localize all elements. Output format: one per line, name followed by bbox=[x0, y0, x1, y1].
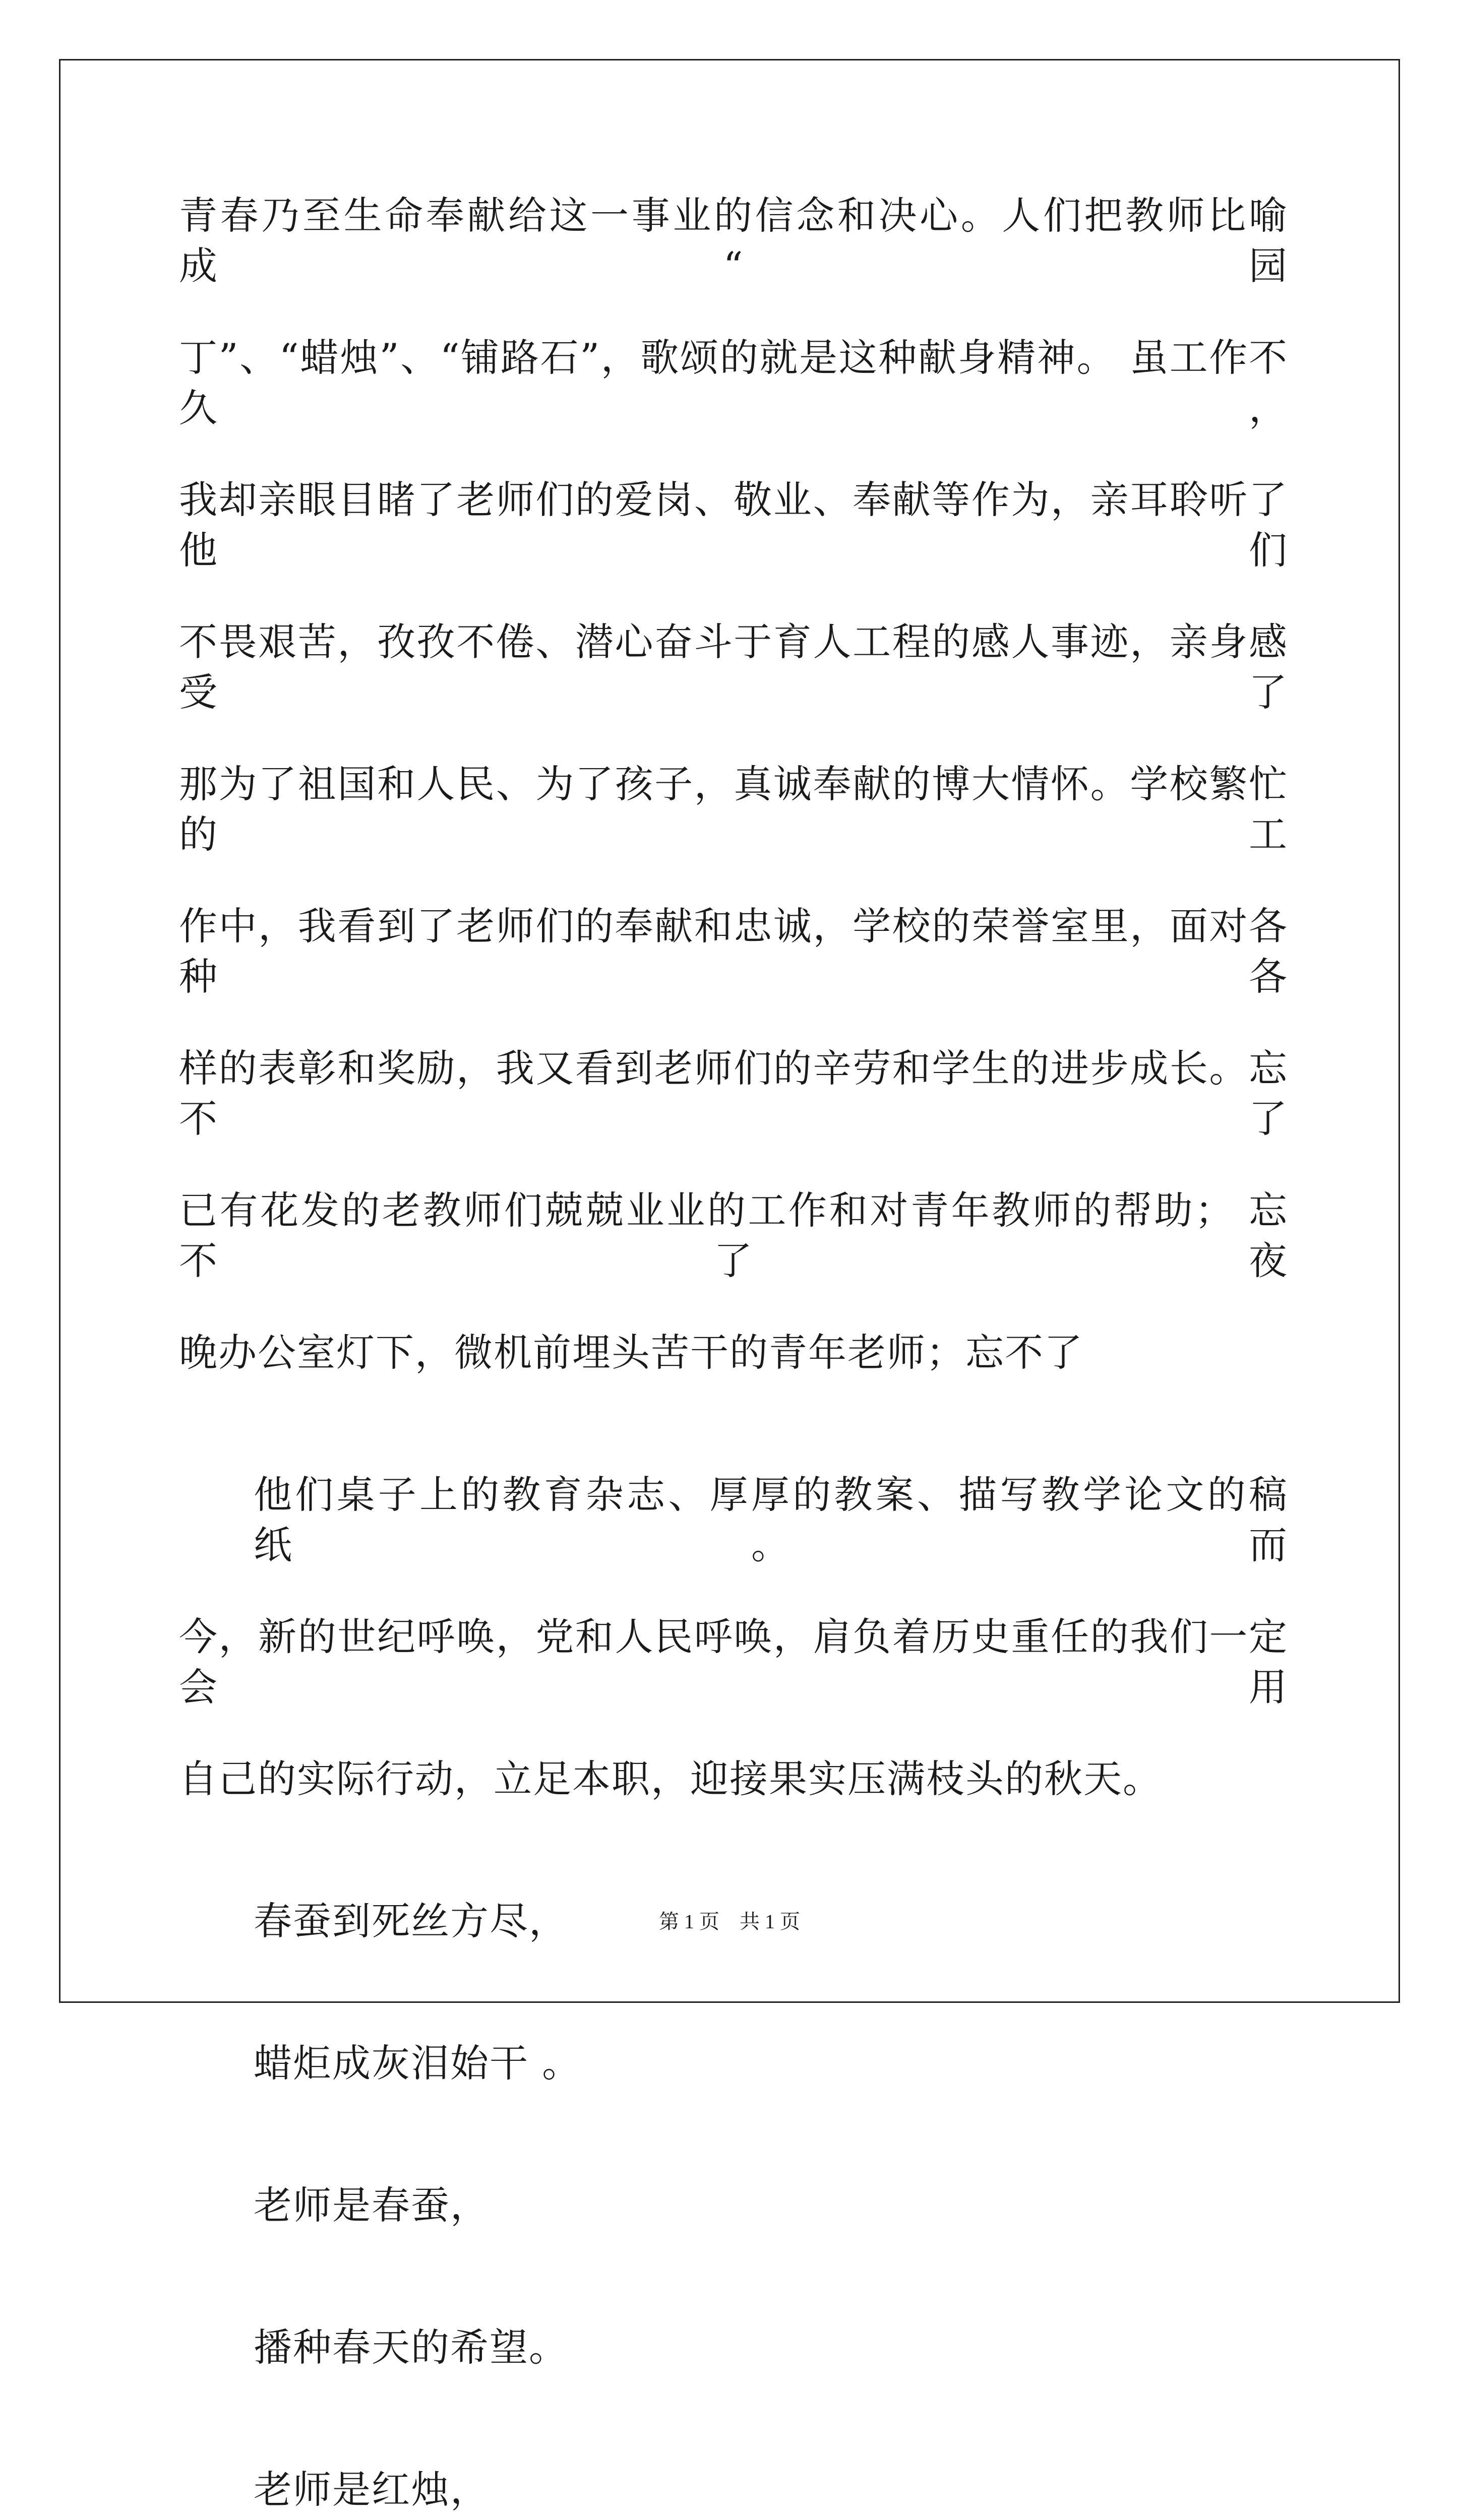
text-line: 青春乃至生命奉献给这一事业的信念和决心。人们把教师比喻成“园 bbox=[179, 193, 1288, 288]
text-line: 今，新的世纪呼唤，党和人民呼唤，肩负着历史重任的我们一定会用 bbox=[179, 1614, 1288, 1710]
text-line: 晚办公室灯下，微机前埋头苦干的青年老师；忘不了 bbox=[179, 1330, 1083, 1375]
text-line: 样的表彰和奖励，我又看到老师们的辛劳和学生的进步成长。忘不了 bbox=[179, 1046, 1288, 1141]
text-line: 自己的实际行动，立足本职，迎接果实压满枝头的秋天。 bbox=[179, 1756, 1162, 1801]
text-line: 作中，我看到了老师们的奉献和忠诚，学校的荣誉室里，面对各种各 bbox=[179, 904, 1288, 999]
poem-line: 老师是红烛， bbox=[254, 2467, 490, 2512]
poem-line: 春蚕到死丝方尽， bbox=[254, 1899, 568, 1943]
text-line: 那为了祖国和人民、为了孩子，真诚奉献的博大情怀。学校繁忙的工 bbox=[179, 762, 1288, 857]
poem-line: 老师是春蚕， bbox=[254, 2183, 490, 2228]
page-number-footer: 第 1 页 共 1 页 bbox=[659, 1910, 800, 1933]
paragraph-start-line: 他们桌子上的教育杂志、厚厚的教案、描写教学论文的稿纸。而 bbox=[254, 1472, 1288, 1567]
poem-line: 播种春天的希望。 bbox=[254, 2325, 568, 2370]
document-body bbox=[179, 191, 1288, 2520]
text-line: 不畏艰苦，孜孜不倦、潜心奋斗于育人工程的感人事迹，亲身感受了 bbox=[179, 619, 1288, 715]
text-line: 我却亲眼目睹了老师们的爱岗、敬业、奉献等作为，亲耳聆听了他们 bbox=[179, 477, 1288, 573]
text-line: 已有花发的老教师们兢兢业业的工作和对青年教师的帮助； 忘不了夜 bbox=[179, 1188, 1288, 1283]
text-line: 丁”、“蜡烛”、“铺路石”，歌颂的就是这种献身精神。 虽工作不久， bbox=[179, 335, 1288, 430]
poem-line: 蜡炬成灰泪始干 。 bbox=[254, 2041, 582, 2086]
